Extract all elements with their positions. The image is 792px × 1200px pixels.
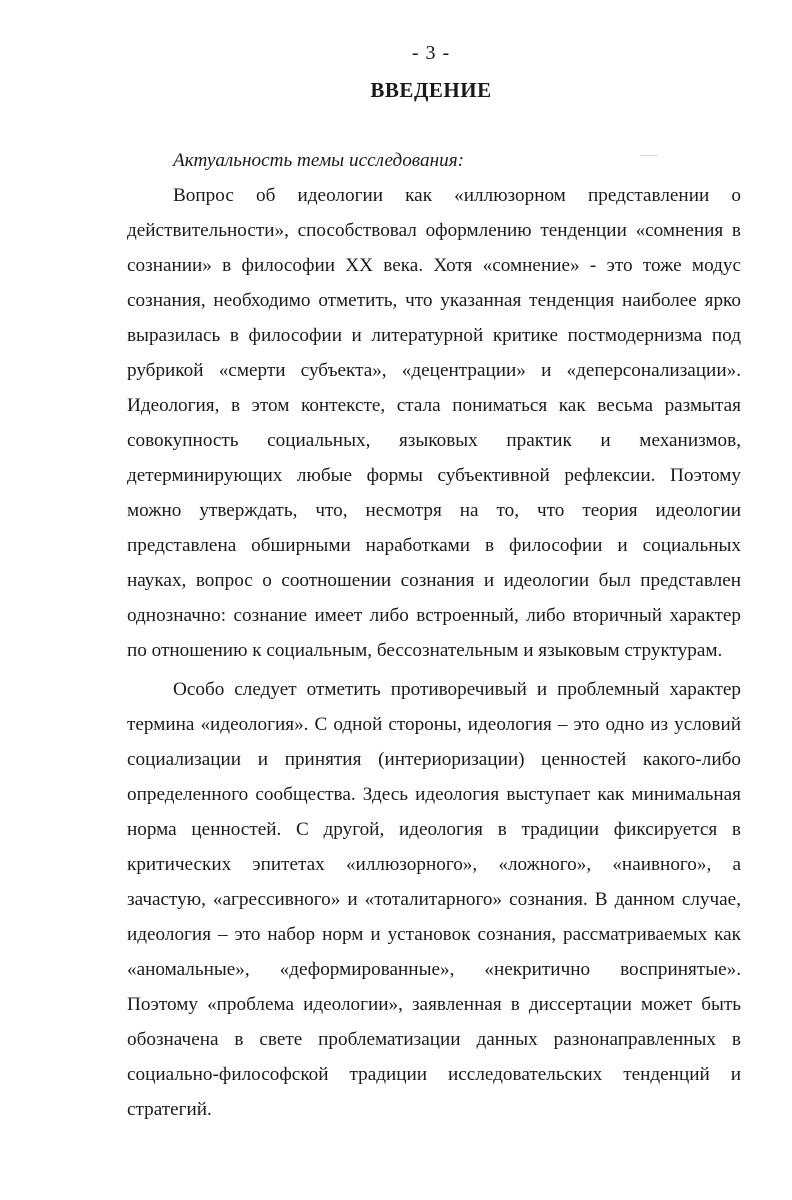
paragraph-2: Особо следует отметить противоречивый и проблемный характер термина «идеология». С одной стороны, идеология – это одно из условий социализации и принятия (интериоризации) ценностей какого-либо определенного сообщества. Здесь идеология выступает как минимальная норма ценностей. С другой, идеология в традиции фиксируется в критических эпитетах «иллюзорного», «ложного», «наивного», а зачастую, «агрессивного» и «тоталитарного» сознания. В данном случае, идеология – это набор норм и установок сознания, рассматриваемых как «аномальные», «деформированные», «некритично воспринятые». Поэтому «проблема идеологии», заявленная в диссертации может быть обозначена в свете проблематизации данных разнонаправленных в социально-философской традиции исследовательских тенденций и стратегий. bbox=[127, 679, 741, 1120]
section-heading: ВВЕДЕНИЕ bbox=[370, 78, 492, 102]
document-body bbox=[127, 143, 741, 1127]
page-number: - 3 - bbox=[411, 42, 451, 64]
paragraph-1: Вопрос об идеологии как «иллюзорном представлении о действительности», способствовал оформлению тенденции «сомнения в сознании» в философии XX века. Хотя «сомнение» - это тоже модус сознания, необходимо отметить, что указанная тенденция наиболее ярко выразилась в философии и литературной критике постмодернизма под рубрикой «смерти субъекта», «децентрации» и «деперсонализации». Идеология, в этом контексте, стала пониматься как весьма размытая совокупность социальных, языковых практик и механизмов, детерминирующих любые формы субъективной рефлексии. Поэтому можно утверждать, что, несмотря на то, что теория идеологии представлена обширными наработками в философии и социальных науках, вопрос о соотношении сознания и идеологии был представлен однозначно: сознание имеет либо встроенный, либо вторичный характер по отношению к социальным, бессознательным и языковым структурам. bbox=[127, 185, 741, 661]
subheading-relevance: Актуальность темы исследования: bbox=[173, 150, 464, 171]
